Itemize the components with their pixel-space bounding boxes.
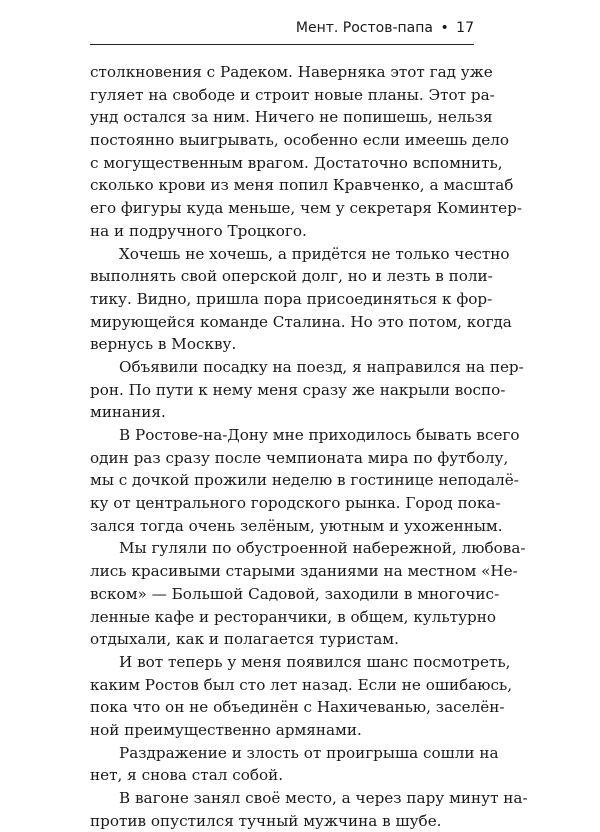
text-line: В Ростове-на-Дону мне приходилось бывать всего [119,426,520,444]
text-line: столкновения с Радеком. Наверняка этот гад уже [90,63,493,81]
text-line: мы с дочкой прожили неделю в гостинице неподалё- [90,471,519,490]
text-line: постоянно выигрывать, особенно если имеешь дело [90,131,510,150]
text-line: лись красивыми старыми зданиями на местном «Не- [90,562,518,581]
text-line: вернусь в Москву. [90,335,237,354]
text-line: нет, я снова стал собой. [90,766,284,785]
text-line: вском» — Большой Садовой, заходили в многочис- [90,584,500,603]
text-line: на и подручного Троцкого. [90,221,307,240]
text-line: выполнять свой оперской долг, но и лезть в поли- [90,267,493,286]
text-line: В вагоне занял своё место, а через пару минут на- [119,789,528,807]
text-line: тику. Видно, пришла пора присоединяться к фор- [90,289,493,308]
body-text [90,61,528,832]
text-line: рон. По пути к нему меня сразу же накрыли воспо- [90,380,506,399]
text-line: отдыхали, как и полагается туристам. [90,630,399,649]
text-line: минания. [90,403,166,422]
text-line: зался тогда очень зелёным, уютным и ухоженным. [90,516,503,535]
text-line: сколько крови из меня попил Кравченко, а масштаб [90,176,514,195]
text-line: против опустился тучный мужчина в шубе. [90,811,442,830]
running-title: Мент. Ростов-папа [295,20,433,36]
running-header [90,20,474,45]
text-line: ку от центрального городского рынка. Город пока- [90,494,501,513]
text-line: с могущественным врагом. Достаточно вспомнить, [90,153,503,172]
header-separator: • [440,20,449,36]
text-line: мирующейся команде Сталина. Но это потом, когда [90,312,512,331]
text-line: Объявили посадку на поезд, я направился на пер- [119,357,524,376]
page-number: 17 [456,20,474,36]
text-line: унд остался за ним. Ничего не попишешь, нельзя [90,108,493,127]
text-line: И вот теперь у меня появился шанс посмотреть, [119,652,511,671]
text-line: Хочешь не хочешь, а придётся не только честно [119,244,510,263]
text-line: ленные кафе и ресторанчики, в общем, культурно [90,607,496,626]
text-line: Мы гуляли по обустроенной набережной, любова- [119,539,526,558]
text-line: пока что он не объединён с Нахичеванью, заселён- [90,698,505,717]
text-line: его фигуры куда меньше, чем у секретаря Коминтер- [90,199,522,218]
text-line: гуляет на свободе и строит новые планы. Этот ра- [90,85,495,104]
text-line: каким Ростов был сто лет назад. Если не ошибаюсь, [90,675,513,694]
text-line: Раздражение и злость от проигрыша сошли на [119,743,499,762]
text-line: один раз сразу после чемпионата мира по футболу, [90,448,509,467]
text-line: ной преимущественно армянами. [90,720,362,739]
header-text [296,20,474,36]
